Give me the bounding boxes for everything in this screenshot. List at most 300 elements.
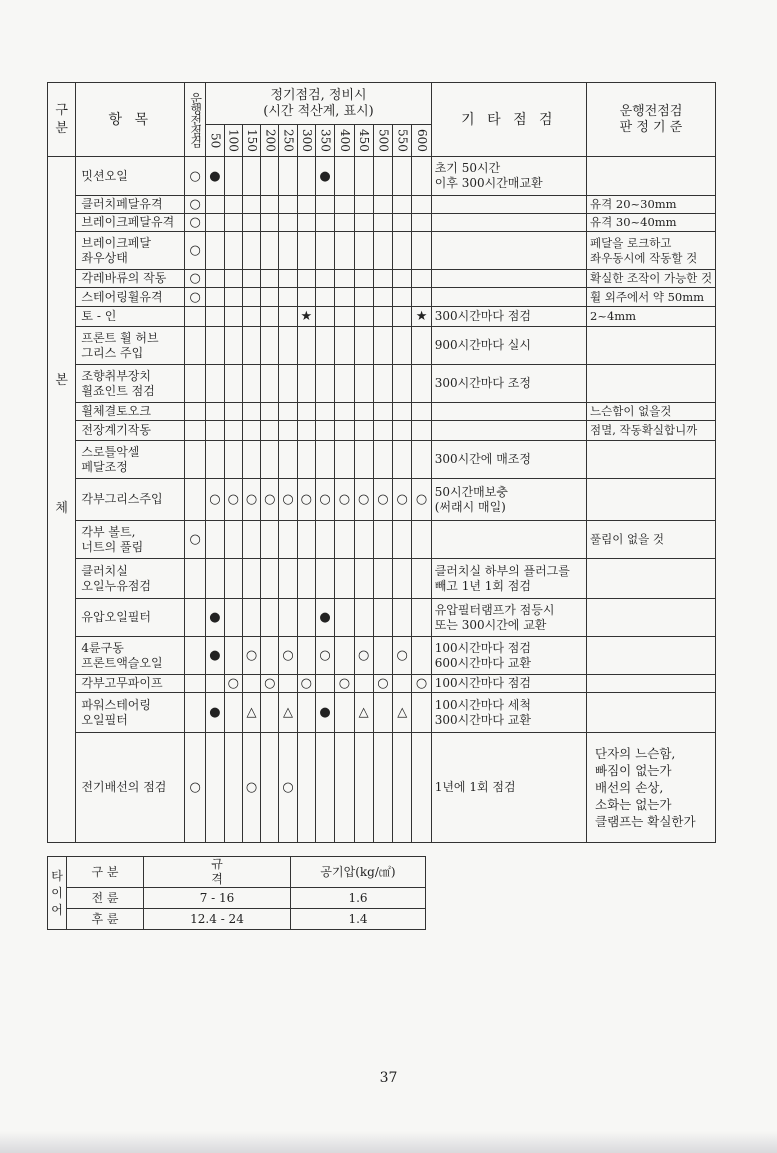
table-row [48,599,716,637]
interval-mark: ○ [297,479,315,521]
interval-mark: △ [354,693,373,733]
hour-header [261,125,279,157]
criteria-cell-line: 페달을 로크하고 [590,235,672,250]
interval-mark [224,421,242,441]
interval-mark [412,637,431,675]
interval-mark [279,421,297,441]
pre-op-cell [185,637,206,675]
interval-mark [354,214,373,232]
table-row [48,675,716,693]
item-cell [76,559,185,599]
interval-mark: ○ [412,675,431,693]
hour-header [393,125,412,157]
criteria-cell [587,307,716,327]
interval-mark: △ [279,693,297,733]
interval-mark [261,599,279,637]
item-cell-line: 브레이크페달 [81,235,151,250]
criteria-cell-line: 유격 20~30mm [590,197,677,211]
interval-mark [335,232,354,270]
interval-mark [412,327,431,365]
item-cell-line: 프론트액슬오일 [81,655,163,670]
item-cell [76,403,185,421]
interval-mark [206,288,224,307]
interval-mark [279,327,297,365]
item-cell [76,270,185,288]
criteria-cell [587,479,716,521]
interval-mark [335,270,354,288]
interval-mark [412,288,431,307]
item-cell-line: 오일누유점검 [81,578,151,593]
group-body-char: 체 [55,500,68,516]
interval-mark: ● [315,599,334,637]
item-cell [76,637,185,675]
other-check-cell-line: 300시간마다 점검 [434,309,531,323]
interval-mark [242,441,260,479]
criteria-cell [587,214,716,232]
other-check-cell [431,421,586,441]
interval-mark [242,421,260,441]
interval-mark [373,559,392,599]
interval-mark: ● [206,157,224,196]
criteria-cell-line: 배선의 손상, [595,780,664,795]
interval-mark [261,693,279,733]
item-cell-line: 파워스테어링 [81,697,151,712]
other-check-cell [431,365,586,403]
interval-mark [393,214,412,232]
interval-mark [242,403,260,421]
interval-mark [315,365,334,403]
interval-mark [373,733,392,843]
interval-mark: ○ [393,479,412,521]
pre-op-cell: ○ [185,521,206,559]
item-cell-line: 좌우상태 [81,250,128,265]
interval-mark [393,307,412,327]
periodic-header-periodic-line1: 정기점검, 정비시 [270,87,367,103]
pre-op-cell: ○ [185,157,206,196]
interval-mark [412,232,431,270]
criteria-cell-line: 휠 외주에서 약 50mm [590,289,705,304]
item-cell-line: 오일필터 [81,712,128,727]
interval-mark [412,365,431,403]
interval-mark [393,421,412,441]
interval-mark [315,521,334,559]
item-cell-line: 조향취부장치 [81,368,151,383]
interval-mark [354,559,373,599]
interval-mark [297,421,315,441]
other-check-cell-line: 초기 50시간 [434,161,501,175]
tire-row [48,888,426,909]
pre-op-cell [185,441,206,479]
interval-mark [224,733,242,843]
interval-mark: ○ [261,479,279,521]
criteria-cell [587,421,716,441]
other-check-cell-line: 이후 300시간매교환 [434,176,543,190]
interval-mark: ○ [279,637,297,675]
interval-mark [354,733,373,843]
other-check-cell-line: 빼고 1년 1회 점검 [434,578,531,593]
interval-mark [279,599,297,637]
interval-mark: ○ [354,479,373,521]
interval-mark [242,288,260,307]
interval-mark [354,270,373,288]
criteria-cell-line: 빠짐이 없는가 [595,763,672,778]
item-cell-line: 너트의 풀림 [81,539,144,554]
interval-mark [393,521,412,559]
hour-header-text: 100 [226,129,241,152]
table-row [48,421,716,441]
interval-mark [224,441,242,479]
criteria-cell [587,441,716,479]
interval-mark: ○ [393,637,412,675]
other-check-cell [431,637,586,675]
interval-mark [315,441,334,479]
table-row [48,479,716,521]
interval-mark [224,403,242,421]
interval-mark [297,599,315,637]
criteria-cell [587,733,716,843]
interval-mark [373,270,392,288]
interval-mark [297,232,315,270]
interval-mark [297,365,315,403]
interval-mark [242,232,260,270]
other-check-cell [431,157,586,196]
criteria-cell-line: 풀림이 없을 것 [590,532,664,546]
criteria-cell [587,521,716,559]
interval-mark [393,559,412,599]
interval-mark [354,288,373,307]
hour-header [354,125,373,157]
interval-mark: ● [206,599,224,637]
interval-mark [242,521,260,559]
pre-op-cell [185,403,206,421]
other-check-cell [431,733,586,843]
criteria-cell [587,365,716,403]
criteria-header [587,83,716,157]
interval-mark [373,365,392,403]
interval-mark [242,365,260,403]
other-check-cell-line: 900시간마다 실시 [434,338,531,352]
interval-mark [261,327,279,365]
scan-edge [0,1131,777,1153]
pre-op-cell: ○ [185,270,206,288]
interval-mark [206,521,224,559]
table-row [48,270,716,288]
interval-mark [412,559,431,599]
interval-mark [373,421,392,441]
interval-mark [315,327,334,365]
interval-mark [261,733,279,843]
interval-mark [224,521,242,559]
interval-mark [224,559,242,599]
interval-mark [261,365,279,403]
other-check-cell [431,479,586,521]
interval-mark [412,421,431,441]
interval-mark: ○ [335,675,354,693]
group-body-char: 본 [55,372,68,388]
interval-mark [354,365,373,403]
tire-row [48,909,426,930]
pre-op-cell: ○ [185,232,206,270]
other-check-cell [431,270,586,288]
criteria-header-criteria-line2: 판 정 기 준 [619,119,683,135]
interval-mark [261,270,279,288]
item-cell [76,232,185,270]
interval-mark [373,307,392,327]
interval-mark [393,196,412,214]
interval-mark [315,675,334,693]
pre-op-header [185,83,206,157]
other-check-cell [431,307,586,327]
hour-header-text: 500 [376,129,391,152]
interval-mark [315,214,334,232]
interval-mark: ○ [412,479,431,521]
table-row [48,637,716,675]
periodic-header-periodic-line2: (시간 적산계, 표시) [263,103,374,119]
interval-mark [335,693,354,733]
hour-header [373,125,392,157]
criteria-cell [587,270,716,288]
interval-mark [315,307,334,327]
interval-mark [297,733,315,843]
interval-mark [279,307,297,327]
interval-mark [354,232,373,270]
interval-mark: ● [206,637,224,675]
interval-mark [315,196,334,214]
interval-mark [206,214,224,232]
interval-mark [315,288,334,307]
table-row [48,327,716,365]
interval-mark [261,214,279,232]
interval-mark [393,365,412,403]
interval-mark [412,521,431,559]
item-cell-line: 프론트 휠 허브 [81,330,159,345]
criteria-cell [587,327,716,365]
interval-mark [354,675,373,693]
criteria-cell-line: 소화는 없는가 [595,797,672,812]
hour-header [224,125,242,157]
pre-op-cell [185,307,206,327]
table-row [48,288,716,307]
interval-mark [297,196,315,214]
table-row [48,559,716,599]
interval-mark [412,441,431,479]
interval-mark [261,403,279,421]
hour-header [279,125,297,157]
interval-mark [335,441,354,479]
pre-op-cell [185,421,206,441]
interval-mark: ● [315,157,334,196]
hour-header-text: 150 [245,129,259,152]
interval-mark [412,733,431,843]
interval-mark [224,693,242,733]
interval-mark [412,214,431,232]
other-check-cell [431,196,586,214]
interval-mark [279,288,297,307]
interval-mark: ○ [315,479,334,521]
tire-group-char: 이 [51,885,63,900]
interval-mark: ○ [297,675,315,693]
interval-mark [279,441,297,479]
table-row [48,157,716,196]
table-row [48,733,716,843]
pre-op-cell [185,693,206,733]
interval-mark [373,157,392,196]
item-cell [76,307,185,327]
interval-mark [373,288,392,307]
criteria-cell-line: 느슨함이 없을것 [590,404,672,418]
interval-mark [261,196,279,214]
interval-mark [373,637,392,675]
other-check-cell-line: 또는 300시간에 교환 [434,617,547,632]
interval-mark [242,157,260,196]
interval-mark [224,307,242,327]
pre-op-cell: ○ [185,214,206,232]
interval-mark: ○ [242,479,260,521]
hour-header-text: 400 [337,129,352,152]
interval-mark [354,327,373,365]
interval-mark [261,307,279,327]
interval-mark [261,288,279,307]
interval-mark [373,327,392,365]
item-cell [76,196,185,214]
interval-mark [297,403,315,421]
interval-mark [335,599,354,637]
item-cell-line: 그리스 주입 [81,345,144,360]
tire-pressure: 1.4 [291,909,426,930]
interval-mark [373,403,392,421]
interval-mark: ○ [315,637,334,675]
interval-mark [206,675,224,693]
interval-mark [354,599,373,637]
interval-mark [297,288,315,307]
item-cell-line: 스로틀악셀 [81,444,140,459]
other-check-cell [431,559,586,599]
item-cell-line: 휠죠인트 점검 [81,383,155,398]
interval-mark [412,693,431,733]
other-check-cell-line: 300시간마다 교환 [434,712,531,727]
item-cell-line: 토 - 인 [81,309,117,323]
interval-mark [224,270,242,288]
pre-op-cell: ○ [185,196,206,214]
interval-mark [206,421,224,441]
interval-mark [315,403,334,421]
interval-mark [224,157,242,196]
interval-mark [261,559,279,599]
other-check-cell-line: 100시간마다 점검 [434,676,531,690]
interval-mark [297,441,315,479]
tire-spec: 7 - 16 [144,888,291,909]
interval-mark [297,327,315,365]
interval-mark [279,232,297,270]
interval-mark [354,157,373,196]
criteria-cell-line: 확실한 조작이 가능한 것 [590,271,713,285]
other-check-cell-line: 유압필터램프가 점등시 [434,602,555,617]
pre-op-cell [185,327,206,365]
interval-mark [373,441,392,479]
criteria-cell-line: 단자의 느슨함, [595,746,676,761]
interval-mark [335,196,354,214]
interval-mark [206,559,224,599]
interval-mark [224,288,242,307]
interval-mark [279,365,297,403]
hour-header-text: 200 [263,129,278,152]
item-cell-line: 밋션오일 [81,168,128,183]
pre-op-cell [185,365,206,403]
interval-mark [242,675,260,693]
table-row [48,441,716,479]
hour-header-text: 350 [318,129,333,152]
interval-mark [373,599,392,637]
interval-mark [224,232,242,270]
criteria-cell [587,559,716,599]
group-header-char: 분 [55,120,68,136]
criteria-cell [587,232,716,270]
interval-mark: ● [315,693,334,733]
interval-mark [354,421,373,441]
interval-mark [261,441,279,479]
item-cell-line: 전기배선의 점검 [81,780,167,794]
interval-mark: ○ [279,479,297,521]
criteria-cell-line: 점멸, 작동확실합니까 [590,423,698,437]
interval-mark [412,270,431,288]
interval-mark [393,599,412,637]
other-check-cell-line: 클러치실 하부의 플러그를 [434,563,570,578]
interval-mark [393,232,412,270]
interval-mark [354,521,373,559]
interval-mark: ★ [412,307,431,327]
hour-header [412,125,431,157]
interval-mark [206,733,224,843]
interval-mark [315,559,334,599]
interval-mark [261,521,279,559]
interval-mark [224,599,242,637]
interval-mark [335,421,354,441]
interval-mark [206,307,224,327]
interval-mark [224,365,242,403]
interval-mark [315,232,334,270]
interval-mark [279,403,297,421]
tire-spec: 12.4 - 24 [144,909,291,930]
item-cell-line: 휠체결토오크 [81,404,151,418]
periodic-header [206,83,431,125]
interval-mark [279,559,297,599]
other-check-cell [431,288,586,307]
criteria-header-criteria-line1: 운행전점검 [619,103,683,119]
interval-mark [315,270,334,288]
criteria-cell [587,403,716,421]
interval-mark [335,214,354,232]
interval-mark [335,733,354,843]
table-row [48,307,716,327]
item-cell-line: 브레이크페달유격 [81,215,175,229]
other-check-cell [431,675,586,693]
table-row [48,693,716,733]
interval-mark [335,288,354,307]
interval-mark [242,599,260,637]
tire-table [47,856,426,930]
hour-header [297,125,315,157]
interval-mark [261,637,279,675]
item-cell [76,479,185,521]
interval-mark [315,421,334,441]
item-cell-line: 스테어링휠유격 [81,289,163,304]
item-cell-line: 유압오일필터 [81,610,151,624]
criteria-cell [587,637,716,675]
interval-mark: ★ [297,307,315,327]
item-cell-line: 4륜구동 [81,640,124,655]
hour-header-text: 250 [281,129,296,152]
pre-op-cell: ○ [185,733,206,843]
